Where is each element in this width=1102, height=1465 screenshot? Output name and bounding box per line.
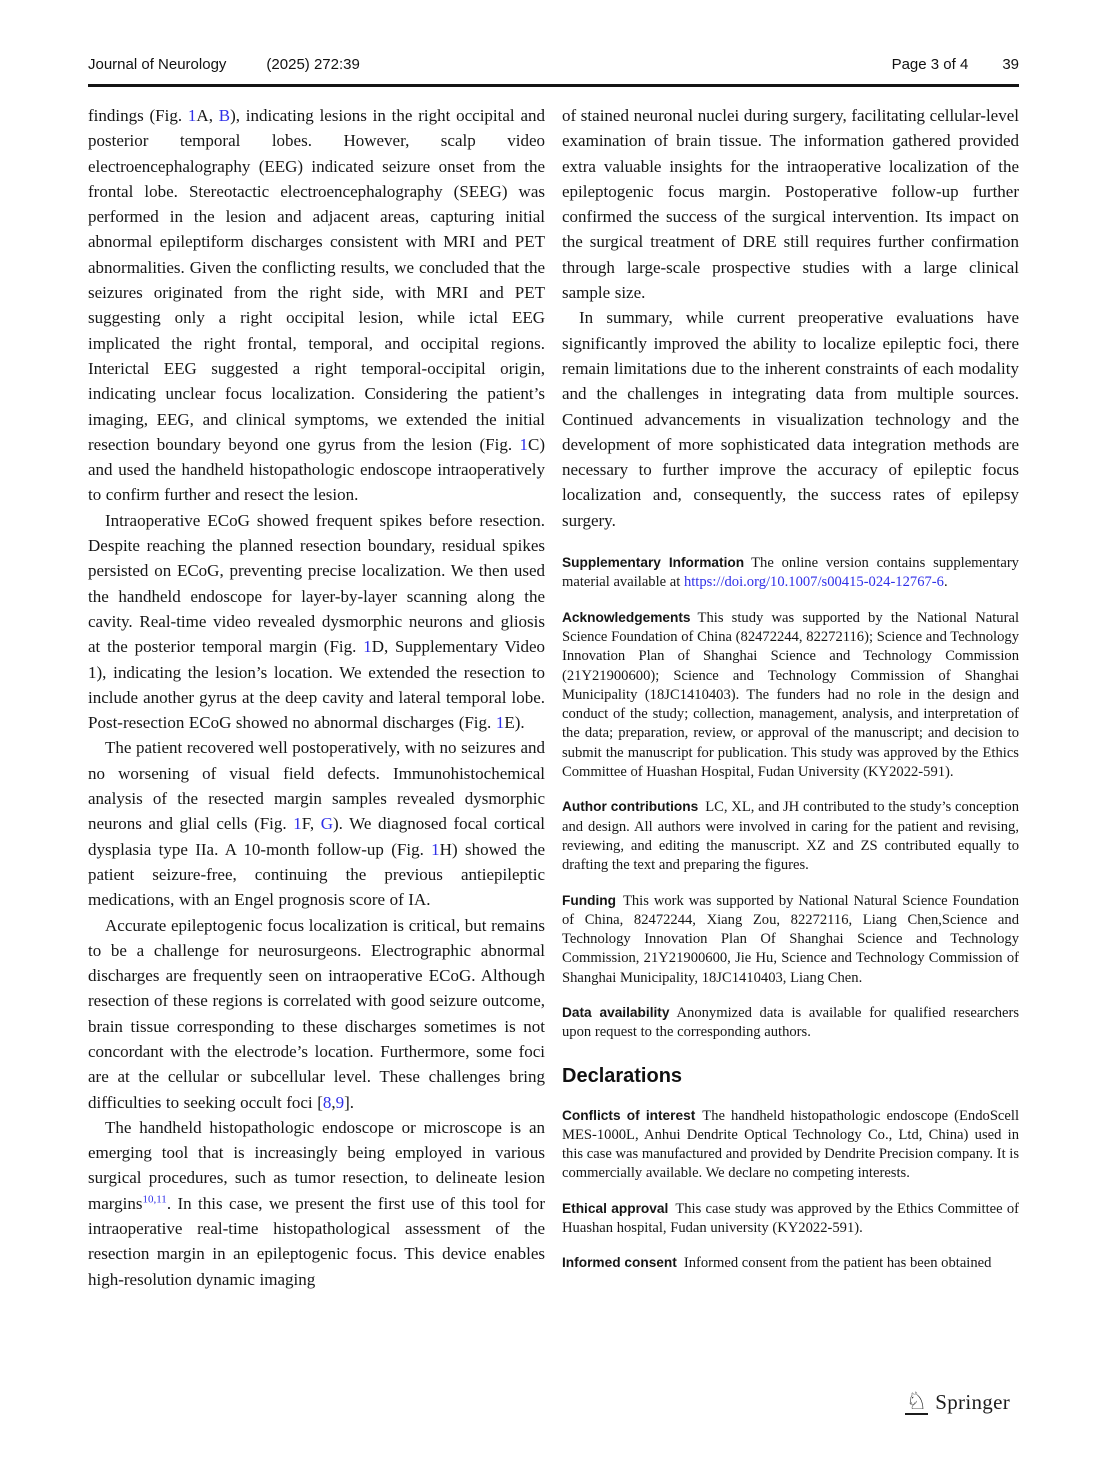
section-acknowledgements	[562, 608, 1019, 783]
section-data-availability	[562, 1003, 1019, 1043]
paragraph-patient-recovery	[88, 735, 545, 912]
section-informed-consent	[562, 1253, 1019, 1273]
inline-link[interactable]: B	[218, 106, 231, 125]
page-content	[88, 56, 1019, 1292]
section-label-conflicts-of-interest: Conflicts of interest	[562, 1107, 696, 1123]
text-segment: ].	[344, 1092, 355, 1112]
running-head-left	[88, 56, 360, 73]
paragraph-summary	[562, 305, 1019, 533]
text-segment: H) showed the patient seizure-free, continuing the previous antiepileptic medications, with an Engel prognosis score of IA.	[88, 839, 545, 910]
text-segment: Anonymized data is available for qualified researchers upon request to the corresponding authors.	[562, 1004, 1020, 1041]
text-segment: findings (Fig.	[88, 106, 188, 125]
section-text	[562, 610, 1019, 780]
publisher-logo	[905, 1390, 1010, 1415]
text-segment: .	[943, 574, 948, 591]
section-label-acknowledgements: Acknowledgements	[562, 609, 691, 625]
section-conflicts-of-interest	[562, 1106, 1019, 1184]
left-column	[88, 103, 545, 1292]
text-segment: The patient recovered well postoperatively, with no seizures and no worsening of visual field defects. Immunohistochemical analysis of the resected margin samples revealed dysmorphic neurons and glial cells (Fig.	[88, 738, 545, 834]
inline-link[interactable]: 1	[431, 839, 440, 859]
text-segment: . In this case, we present the first use of this tool for intraoperative real-time histopathological assessment of the resection margin in an epileptogenic focus. This device enables high-resolution dynamic imaging	[88, 1193, 545, 1289]
paragraph-focus-localization	[88, 913, 545, 1115]
section-funding	[562, 891, 1019, 988]
text-segment: Informed consent from the patient has been obtained	[683, 1255, 992, 1272]
text-segment: ), indicating lesions in the right occipital and posterior temporal lobes. However, scalp video electroencephalography (EEG) indicated seizure onset from the frontal lobe. Stereotactic electroencephalography (SEEG) was performed in the lesion and adjacent areas, capturing initial abnormal epileptiform discharges consistent with MRI and PET abnormalities. Given the conflicting results, we concluded that the seizures originated from the right side, with MRI and PET suggesting only a right occipital lesion, while ictal EEG implicated the right frontal, temporal, and occipital regions. Interictal EEG suggested a right temporal-occipital origin, indicating unclear focus localization. Considering the patient’s imaging, EEG, and clinical symptoms, we extended the initial resection boundary beyond one gyrus from the lesion (Fig.	[88, 106, 545, 454]
text-segment: LC, XL, and JH contributed to the study’s conception and design. All authors were involved in caring for the patient and revising, reviewing, and editing the manuscript. XZ and ZS contributed equally to drafting the text and preparing the figures.	[562, 799, 1020, 874]
inline-link[interactable]: 1	[519, 434, 528, 454]
text-segment: A,	[196, 106, 219, 125]
section-author-contributions	[562, 797, 1019, 875]
text-segment: of stained neuronal nuclei during surgery, facilitating cellular-level examination of brain tissue. The information gathered provided extra valuable insights for the intraoperative localization of the epileptogenic focus margin. Postoperative follow-up further confirmed the success of the surgical intervention. Its impact on the surgical treatment of DRE still requires further confirmation through large-scale prospective studies with a large clinical sample size.	[562, 106, 1019, 303]
publisher-name: Springer	[935, 1390, 1010, 1414]
inline-link[interactable]: 1	[363, 637, 372, 657]
inline-link[interactable]: 1	[495, 713, 505, 733]
section-text	[684, 1255, 992, 1271]
text-segment: F,	[301, 814, 321, 834]
paragraph-intraoperative-ecog	[88, 508, 545, 736]
article-number: 39	[1002, 56, 1019, 73]
section-label-author-contributions: Author contributions	[562, 799, 699, 815]
section-label-data-availability: Data availability	[562, 1004, 670, 1020]
paragraph-stained-nuclei	[562, 103, 1019, 305]
text-segment: Accurate epileptogenic focus localization is critical, but remains to be a challenge for neurosurgeons. Electrographic abnormal discharges are frequently seen on intraoperative ECoG. Although resection of these regions is correlated with good seizure outcome, brain tissue corresponding to these discharges sometimes is not concordant with the electrode’s location. Furthermore, some foci are at the cellular or subcellular level. These challenges bring difficulties to seeking occult foci [	[88, 915, 545, 1112]
issue-info: (2025) 272:39	[266, 56, 360, 73]
paragraph-handheld-endoscope	[88, 1115, 545, 1292]
right-column	[562, 103, 1019, 1292]
text-segment: D, Supplementary Video 1), indicating the lesion’s location. We extended the resection to include another gyrus at the deep cavity and lateral temporal lobe. Post-resection ECoG showed no abnormal discharges (Fig.	[88, 637, 546, 733]
text-segment: The online version contains supplementary material available at	[562, 555, 1019, 591]
journal-title: Journal of Neurology	[88, 56, 227, 73]
text-segment: This study was supported by the National Natural Science Foundation of China (82472244, 82272116); Science and Technology Innovation Plan of Shanghai Science and Technology Commission (21Y21900600); Science and Technology Commission of Shanghai Municipality (18JC1410403). The funders had no role in the design and conduct of the study; collection, management, analysis, and interpretation of the data; preparation, review, or approval of the manuscript; and decision to submit the manuscript for publication. This study was approved by the Ethics Committee of Huashan Hospital, Fudan University (KY2022-591).	[562, 609, 1019, 781]
text-segment: The handheld histopathologic endoscope (EndoScell MES-1000L, Anhui Dendrite Optical Technology Co., Ltd, China) used in this case was manufactured and provided by Dendrite Precision company. It is commercially available. We declare no competing interests.	[562, 1107, 1020, 1182]
section-ethical-approval	[562, 1199, 1019, 1239]
section-label-informed-consent: Informed consent	[562, 1255, 677, 1271]
text-segment: This case study was approved by the Ethics Committee of Huashan hospital, Fudan university (KY2022-591).	[562, 1200, 1020, 1237]
inline-link[interactable]: https://doi.org/10.1007/s00415-024-12767-6	[683, 574, 944, 591]
inline-link[interactable]: 10,11	[142, 1193, 167, 1206]
back-matter	[562, 553, 1019, 1274]
inline-link[interactable]: G	[320, 814, 333, 834]
page-info: Page 3 of 4	[891, 56, 969, 73]
text-segment: In summary, while current preoperative evaluations have significantly improved the ability to localize epileptic foci, there remain limitations due to the inherent constraints of each modality and the challenges in integrating data from multiple sources. Continued advancements in visualization technology and the development of more sophisticated data integration methods are necessary to further improve the accuracy of epileptic focus localization and, consequently, the success rates of epilepsy surgery.	[562, 308, 1019, 530]
section-supplementary-information	[562, 553, 1019, 593]
inline-link[interactable]: 1	[293, 814, 302, 834]
text-segment: ,	[331, 1092, 336, 1112]
inline-link[interactable]: 1	[187, 106, 197, 125]
inline-link[interactable]: 9	[335, 1092, 345, 1112]
paragraph-findings	[88, 103, 545, 508]
inline-link[interactable]: 8	[322, 1092, 332, 1112]
section-label-funding: Funding	[562, 892, 616, 908]
declarations-heading: Declarations	[562, 1064, 683, 1087]
running-head	[88, 56, 1019, 87]
two-column-body	[88, 103, 1019, 1292]
springer-knight-icon: ♘	[905, 1388, 928, 1415]
text-segment: C) and used the handheld histopathologic endoscope intraoperatively to confirm further and resect the lesion.	[88, 434, 545, 505]
text-segment: ). We diagnosed focal cortical dysplasia type IIa. A 10-month follow-up (Fig.	[88, 814, 546, 859]
section-text	[562, 893, 1019, 986]
text-segment: Intraoperative ECoG showed frequent spikes before resection. Despite reaching the planned resection boundary, residual spikes persisted on ECoG, preventing precise localization. We then used the handheld endoscope for layer-by-layer scanning along the cavity. Real-time video revealed dysmorphic neurons and gliosis at the posterior temporal margin (Fig.	[88, 510, 545, 657]
section-label-ethical-approval: Ethical approval	[562, 1200, 669, 1216]
running-head-right	[892, 56, 1019, 73]
text-segment: This work was supported by National Natural Science Foundation of China, 82472244, Xiang Zou, 82272116, Liang Chen,Science and Technology Innovation Plan Of Shanghai Science and Technology Commission, 21Y21900600, Jie Hu, Science and Technology Commission of Shanghai Municipality, 18JC1410403, Liang Chen.	[562, 892, 1019, 986]
text-segment: The handheld histopathologic endoscope or microscope is an emerging tool that is increasingly being employed in various surgical procedures, such as tumor resection, to delineate lesion margins	[88, 1117, 545, 1213]
text-segment: E).	[504, 713, 525, 733]
section-label-supplementary-information: Supplementary Information	[562, 555, 745, 571]
